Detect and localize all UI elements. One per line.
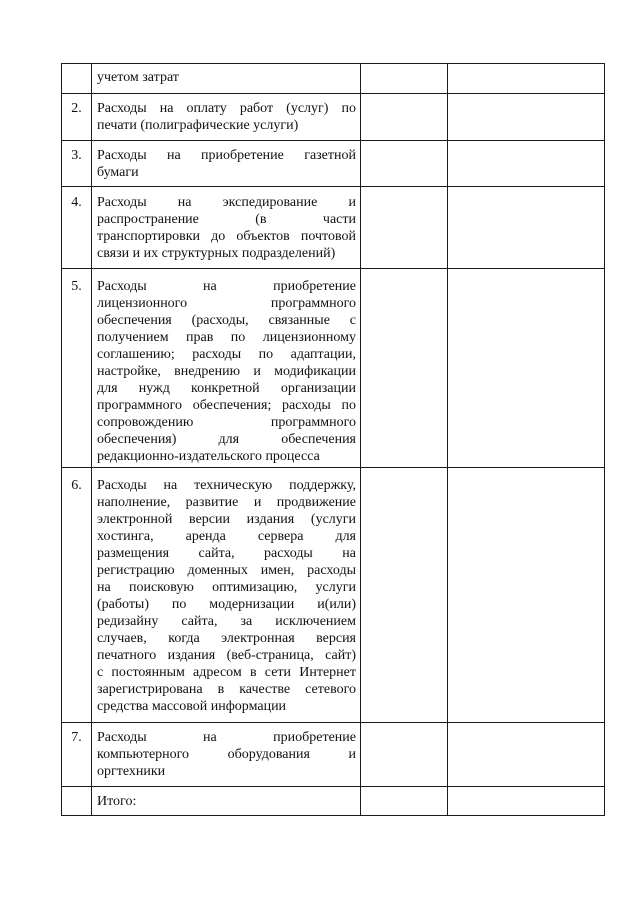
description-line: транспортировки до объектов почтовой — [97, 229, 356, 244]
row-number-cell: 2. — [62, 94, 92, 141]
description-line: с постоянным адресом в сети Интернет — [97, 665, 356, 680]
description-cell — [92, 723, 361, 787]
blank-cell — [361, 723, 448, 787]
table-row — [62, 187, 605, 269]
description-line: компьютерного оборудования и — [97, 747, 356, 762]
continued-row — [62, 64, 605, 94]
description-line: обеспечения (расходы, связанные с — [97, 313, 356, 328]
total-row — [62, 787, 605, 816]
description-line: оргтехники — [97, 764, 166, 779]
row-number-cell — [62, 787, 92, 816]
blank-cell — [448, 64, 605, 94]
blank-cell — [361, 187, 448, 269]
row-number-cell: 7. — [62, 723, 92, 787]
blank-cell — [448, 187, 605, 269]
description-line: (работы) по модернизации и(или) — [97, 597, 356, 612]
blank-cell — [361, 468, 448, 723]
blank-cell — [361, 64, 448, 94]
description-cell — [92, 787, 361, 816]
table-row — [62, 468, 605, 723]
description-cell — [92, 141, 361, 187]
blank-cell — [361, 269, 448, 468]
description-line: печатного издания (веб-страница, сайт) — [97, 648, 356, 663]
blank-cell — [361, 787, 448, 816]
description-line: Расходы на оплату работ (услуг) по — [97, 101, 356, 116]
blank-cell — [448, 94, 605, 141]
description-line: зарегистрирована в качестве сетевого — [97, 682, 356, 697]
expense-table — [61, 63, 605, 816]
description-line: редизайну сайта, за исключением — [97, 614, 356, 629]
description-line: на поисковую оптимизацию, услуги — [97, 580, 356, 595]
blank-cell — [448, 787, 605, 816]
description-line: электронной версии издания (услуги — [97, 512, 356, 527]
row-number-cell: 3. — [62, 141, 92, 187]
table-row — [62, 94, 605, 141]
description-line: получением прав по лицензионному — [97, 330, 356, 345]
description-line: размещения сайта, расходы на — [97, 546, 356, 561]
description-line: средства массовой информации — [97, 699, 287, 714]
row-number-cell — [62, 64, 92, 94]
description-line: лицензионного программного — [97, 296, 356, 311]
description-line: распространение (в части — [97, 212, 356, 227]
description-line: настройке, внедрению и модификации — [97, 364, 356, 379]
description-line: сопровождению программного — [97, 415, 356, 430]
description-line: наполнение, развитие и продвижение — [97, 495, 356, 510]
description-cell — [92, 269, 361, 468]
description-cell — [92, 94, 361, 141]
blank-cell — [448, 269, 605, 468]
description-cell — [92, 64, 361, 94]
row-number-cell: 4. — [62, 187, 92, 269]
description-line: Расходы на приобретение — [97, 279, 356, 294]
row-number-cell: 5. — [62, 269, 92, 468]
description-line: соглашению; расходы по адаптации, — [97, 347, 356, 362]
row-number-cell: 6. — [62, 468, 92, 723]
blank-cell — [448, 723, 605, 787]
table-row — [62, 723, 605, 787]
description-line: учетом затрат — [97, 70, 179, 85]
blank-cell — [448, 468, 605, 723]
description-cell — [92, 468, 361, 723]
blank-cell — [361, 141, 448, 187]
table-row — [62, 141, 605, 187]
table-row — [62, 269, 605, 468]
description-line: регистрацию доменных имен, расходы — [97, 563, 356, 578]
description-line: печати (полиграфические услуги) — [97, 118, 299, 133]
description-line: хостинга, аренда сервера для — [97, 529, 356, 544]
description-line: случаев, когда электронная версия — [97, 631, 356, 646]
description-line: Расходы на экспедирование и — [97, 195, 356, 210]
total-label: Итого: — [97, 794, 137, 809]
expense-table-body — [62, 64, 605, 816]
description-cell — [92, 187, 361, 269]
description-line: бумаги — [97, 165, 139, 180]
description-line: редакционно-издательского процесса — [97, 449, 320, 464]
description-line: программного обеспечения; расходы по — [97, 398, 356, 413]
description-line: связи и их структурных подразделений) — [97, 246, 336, 261]
description-line: обеспечения) для обеспечения — [97, 432, 356, 447]
description-line: Расходы на приобретение — [97, 730, 356, 745]
blank-cell — [361, 94, 448, 141]
description-line: Расходы на техническую поддержку, — [97, 478, 356, 493]
blank-cell — [448, 141, 605, 187]
description-line: Расходы на приобретение газетной — [97, 148, 356, 163]
description-line: для нужд конкретной организации — [97, 381, 356, 396]
